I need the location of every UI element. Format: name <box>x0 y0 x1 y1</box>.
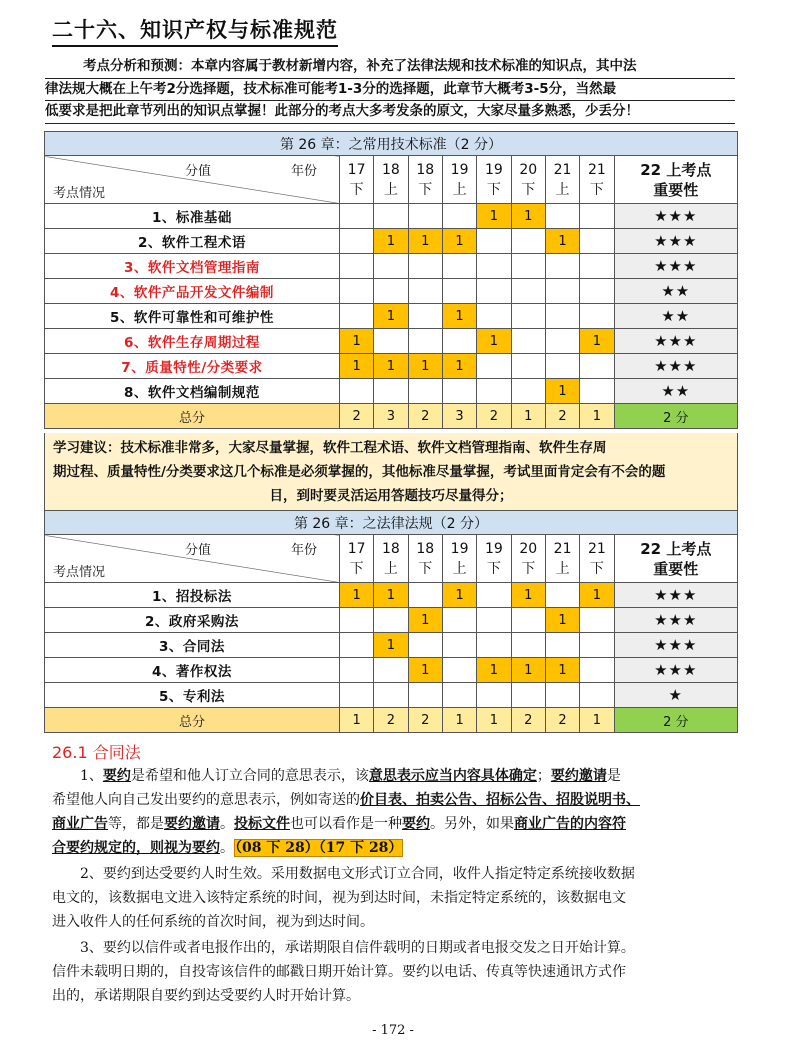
score-cell <box>477 254 511 279</box>
year-number: 21 <box>553 540 572 557</box>
paragraph-line <box>52 764 734 788</box>
score-cell <box>339 229 373 254</box>
advice-line: 目，到时要灵活运用答题技巧尽量得分； <box>269 488 513 504</box>
paragraph-line <box>52 836 734 860</box>
text-run: 也可以看作是一种 <box>290 816 402 832</box>
intro-line: 考点分析和预测：本章内容属于教材新增内容，补充了法律法规和技术标准的知识点，其中法 <box>45 56 735 79</box>
score-cell: 1 <box>339 583 373 608</box>
score-cell: 1 <box>408 354 442 379</box>
score-cell <box>442 683 476 708</box>
paragraph-line: 2、要约到达受要约人时生效。采用数据电文形式订立合同，收件人指定特定系统接收数据 <box>52 866 635 882</box>
importance-stars: ★★★ <box>614 583 737 608</box>
standards-table <box>44 131 738 429</box>
score-cell <box>374 608 408 633</box>
text-run: 希望他人向自己发出要约的意思表示，例如寄送的 <box>52 792 360 808</box>
text-run: 要约邀请 <box>164 816 220 832</box>
score-cell: 1 <box>477 204 511 229</box>
score-cell: 1 <box>477 329 511 354</box>
score-cell: 1 <box>374 229 408 254</box>
score-cell <box>545 683 579 708</box>
total-cell: 1 <box>442 708 476 733</box>
score-cell <box>511 304 545 329</box>
score-cell <box>408 683 442 708</box>
score-cell <box>339 683 373 708</box>
table-row <box>45 329 738 354</box>
text-run: 意思表示应当内容具体确定 <box>368 768 537 784</box>
score-cell <box>545 204 579 229</box>
paragraph-line: 信件未载明日期的，自投寄该信件的邮戳日期开始计算。要约以电话、传真等快速通讯方式作 <box>52 964 626 980</box>
year-half: 上 <box>452 560 467 577</box>
score-cell <box>511 229 545 254</box>
year-number: 19 <box>450 540 469 557</box>
score-cell: 1 <box>442 229 476 254</box>
year-half: 下 <box>589 181 604 198</box>
importance-header <box>614 535 737 583</box>
score-cell <box>374 379 408 404</box>
score-cell: 1 <box>374 633 408 658</box>
score-cell: 1 <box>477 658 511 683</box>
score-cell <box>477 633 511 658</box>
score-cell: 1 <box>545 658 579 683</box>
paragraph-2 <box>52 862 734 934</box>
score-cell <box>339 633 373 658</box>
score-cell <box>511 683 545 708</box>
score-cell: 1 <box>511 204 545 229</box>
text-run: 合要约规定的，则视为要约 <box>52 840 220 856</box>
total-cell: 2 <box>511 708 545 733</box>
score-cell <box>442 658 476 683</box>
topic-cell: 1、标准基础 <box>45 204 340 229</box>
total-cell: 2 <box>545 404 579 429</box>
table-row <box>45 658 738 683</box>
year-number: 21 <box>587 540 606 557</box>
score-cell <box>339 608 373 633</box>
score-cell <box>408 329 442 354</box>
score-cell <box>511 329 545 354</box>
table-row <box>45 204 738 229</box>
score-cell: 1 <box>442 583 476 608</box>
intro-paragraph <box>45 56 735 124</box>
score-cell <box>442 379 476 404</box>
topic-label: 考点情况 <box>53 565 106 580</box>
year-half: 上 <box>452 181 467 198</box>
importance-header-line: 重要性 <box>653 559 699 578</box>
score-cell: 1 <box>374 304 408 329</box>
score-cell <box>580 204 614 229</box>
score-cell: 1 <box>545 379 579 404</box>
year-half: 下 <box>521 181 536 198</box>
year-number: 19 <box>485 540 503 557</box>
score-cell <box>511 254 545 279</box>
header-row <box>45 535 738 583</box>
score-cell <box>580 354 614 379</box>
year-header <box>339 535 373 583</box>
year-header <box>545 156 579 204</box>
total-cell: 2 <box>339 404 373 429</box>
importance-header-line: 22 上考点 <box>640 160 712 179</box>
score-cell: 1 <box>511 658 545 683</box>
chapter-header: 第 26 章：之常用技术标准（2 分） <box>45 132 738 156</box>
importance-stars: ★★★ <box>614 329 737 354</box>
table-row <box>45 583 738 608</box>
year-header <box>580 535 614 583</box>
score-cell <box>339 279 373 304</box>
score-cell: 1 <box>408 608 442 633</box>
text-run: 商业广告 <box>52 816 108 832</box>
score-cell <box>545 279 579 304</box>
score-cell: 1 <box>580 583 614 608</box>
score-cell <box>511 633 545 658</box>
value-label: 分值 <box>185 164 212 179</box>
importance-stars: ★★ <box>614 379 737 404</box>
total-cell: 1 <box>339 708 373 733</box>
total-score: 2 分 <box>614 708 737 733</box>
text-run: 要约 <box>102 768 131 784</box>
total-cell: 2 <box>374 708 408 733</box>
score-cell <box>477 583 511 608</box>
score-cell <box>374 204 408 229</box>
score-cell <box>477 379 511 404</box>
year-header <box>408 156 442 204</box>
score-cell: 1 <box>408 229 442 254</box>
total-cell: 2 <box>408 708 442 733</box>
year-header <box>339 156 373 204</box>
table-row <box>45 229 738 254</box>
section-title: 26.1 合同法 <box>52 743 141 762</box>
score-cell <box>580 683 614 708</box>
year-number: 20 <box>519 161 538 178</box>
score-cell <box>580 304 614 329</box>
topic-cell: 1、招投标法 <box>45 583 340 608</box>
year-label: 年份 <box>291 543 318 558</box>
year-header <box>511 156 545 204</box>
intro-line: 低要求是把此章节列出的知识点掌握！此部分的考点大多考发条的原文，大家尽量多熟悉，少丢分！ <box>45 101 735 124</box>
score-cell <box>580 229 614 254</box>
score-cell: 1 <box>408 658 442 683</box>
score-cell <box>339 254 373 279</box>
score-cell <box>442 279 476 304</box>
score-cell <box>339 204 373 229</box>
score-cell <box>545 329 579 354</box>
table-row <box>45 633 738 658</box>
law-table <box>44 510 738 733</box>
year-label: 年份 <box>291 164 318 179</box>
year-half: 上 <box>555 560 570 577</box>
importance-stars: ★★★ <box>614 354 737 379</box>
score-cell <box>580 279 614 304</box>
text-run: 商业广告的内容符 <box>514 816 626 832</box>
text-run: 。另外，如果 <box>430 816 514 832</box>
advice-line: 期过程、质量特性/分类要求这几个标准是必须掌握的，其他标准尽量掌握，考试里面肯定会有不会的题 <box>53 464 666 480</box>
score-cell <box>477 229 511 254</box>
text-run: 等，都是 <box>108 816 164 832</box>
importance-stars: ★ <box>614 683 737 708</box>
paragraph-3 <box>52 936 734 1008</box>
year-half: 下 <box>521 560 536 577</box>
year-number: 17 <box>347 540 366 557</box>
value-label: 分值 <box>185 543 212 558</box>
topic-cell: 5、专利法 <box>45 683 340 708</box>
year-half: 下 <box>486 560 501 577</box>
text-run: 是 <box>606 768 621 784</box>
year-half: 上 <box>555 181 570 198</box>
text-run: （08 下 28）（17 下 28） <box>235 840 403 856</box>
year-number: 17 <box>347 161 366 178</box>
year-half: 下 <box>589 560 604 577</box>
score-cell <box>374 279 408 304</box>
score-cell <box>511 279 545 304</box>
year-header <box>511 535 545 583</box>
score-cell <box>408 204 442 229</box>
score-cell: 1 <box>511 583 545 608</box>
importance-stars: ★★★ <box>614 658 737 683</box>
text-run: 。 <box>220 840 234 856</box>
total-cell: 1 <box>580 404 614 429</box>
year-header <box>477 156 511 204</box>
importance-stars: ★★★ <box>614 633 737 658</box>
total-cell: 3 <box>442 404 476 429</box>
score-cell <box>477 608 511 633</box>
topic-cell: 7、质量特性/分类要求 <box>45 354 340 379</box>
year-number: 19 <box>484 161 503 178</box>
importance-stars: ★★★ <box>614 204 737 229</box>
year-number: 20 <box>519 540 538 557</box>
year-number: 18 <box>416 161 435 178</box>
importance-header-line: 重要性 <box>653 180 699 199</box>
total-cell: 3 <box>374 404 408 429</box>
page-title: 二十六、知识产权与标准规范 <box>52 14 338 47</box>
topic-cell: 4、软件产品开发文件编制 <box>45 279 340 304</box>
year-half: 下 <box>418 560 433 577</box>
text-run: ； <box>536 768 551 784</box>
year-header <box>374 535 408 583</box>
total-row <box>45 708 738 733</box>
year-header <box>477 535 511 583</box>
year-header <box>545 535 579 583</box>
total-cell: 2 <box>408 404 442 429</box>
topic-cell: 6、软件生存周期过程 <box>45 329 340 354</box>
header-corner-cell <box>45 156 340 204</box>
year-header <box>442 156 476 204</box>
paragraph-line: 出的，承诺期限自要约到达受要约人时开始计算。 <box>52 988 360 1004</box>
score-cell: 1 <box>545 608 579 633</box>
intro-line: 律法规大概在上午考2分选择题，技术标准可能考1-3分的选择题，此章节大概考3-5分，当然最 <box>45 79 735 102</box>
topic-cell: 4、著作权法 <box>45 658 340 683</box>
year-half: 下 <box>486 181 501 198</box>
topic-cell: 5、软件可靠性和可维护性 <box>45 304 340 329</box>
score-cell: 1 <box>545 229 579 254</box>
total-cell: 2 <box>477 404 511 429</box>
text-run: 价目表、拍卖公告、招标公告、招股说明书、 <box>360 792 640 808</box>
year-half: 下 <box>418 181 433 198</box>
chapter-header: 第 26 章：之法律法规（2 分） <box>45 511 738 535</box>
score-cell <box>545 633 579 658</box>
score-cell <box>339 658 373 683</box>
table-row <box>45 683 738 708</box>
year-number: 21 <box>587 161 606 178</box>
year-half: 上 <box>383 560 398 577</box>
study-advice <box>44 433 738 511</box>
importance-header-line: 22 上考点 <box>640 539 712 558</box>
total-score: 2 分 <box>614 404 737 429</box>
importance-stars: ★★★ <box>614 254 737 279</box>
year-number: 18 <box>382 540 400 557</box>
importance-header <box>614 156 737 204</box>
year-header <box>408 535 442 583</box>
importance-stars: ★★ <box>614 279 737 304</box>
year-header <box>442 535 476 583</box>
score-cell <box>442 633 476 658</box>
year-half: 上 <box>383 181 398 198</box>
score-cell: 1 <box>442 354 476 379</box>
text-run: 。 <box>220 816 234 832</box>
text-run: 1、 <box>52 768 103 784</box>
score-cell <box>545 254 579 279</box>
score-cell <box>442 608 476 633</box>
table-row <box>45 254 738 279</box>
paragraph-line: 3、要约以信件或者电报作出的，承诺期限自信件载明的日期或者电报交发之日开始计算。 <box>52 940 635 956</box>
score-cell <box>580 379 614 404</box>
score-cell <box>580 608 614 633</box>
score-cell: 1 <box>442 304 476 329</box>
paragraph-1 <box>52 764 734 860</box>
score-cell <box>580 658 614 683</box>
score-cell <box>477 354 511 379</box>
text-run: 投标文件 <box>234 816 290 832</box>
score-cell <box>511 608 545 633</box>
score-cell <box>374 683 408 708</box>
score-cell <box>339 304 373 329</box>
score-cell <box>511 379 545 404</box>
score-cell <box>477 683 511 708</box>
score-cell <box>408 583 442 608</box>
score-cell <box>408 279 442 304</box>
text-run: 要约邀请 <box>550 768 607 784</box>
total-cell: 1 <box>511 404 545 429</box>
total-cell: 2 <box>545 708 579 733</box>
score-cell <box>545 354 579 379</box>
score-cell <box>374 329 408 354</box>
total-label: 总分 <box>45 404 340 429</box>
header-row <box>45 156 738 204</box>
paragraph-line: 进入收件人的任何系统的首次时间，视为到达时间。 <box>52 914 374 930</box>
topic-label: 考点情况 <box>53 186 106 201</box>
score-cell <box>408 304 442 329</box>
year-header <box>374 156 408 204</box>
table-row <box>45 379 738 404</box>
header-corner-cell <box>45 535 340 583</box>
text-run: 要约 <box>402 816 430 832</box>
importance-stars: ★★★ <box>614 229 737 254</box>
score-cell: 1 <box>339 354 373 379</box>
score-cell: 1 <box>374 354 408 379</box>
year-number: 18 <box>382 161 400 178</box>
score-cell <box>580 633 614 658</box>
score-cell <box>374 254 408 279</box>
table-row <box>45 354 738 379</box>
year-number: 18 <box>416 540 435 557</box>
total-label: 总分 <box>45 708 340 733</box>
topic-cell: 3、软件文档管理指南 <box>45 254 340 279</box>
year-half: 下 <box>349 181 364 198</box>
score-cell <box>545 304 579 329</box>
paragraph-line <box>52 812 734 836</box>
table-row <box>45 304 738 329</box>
score-cell <box>374 658 408 683</box>
year-header <box>580 156 614 204</box>
year-half: 下 <box>349 560 364 577</box>
score-cell <box>408 254 442 279</box>
topic-cell: 8、软件文档编制规范 <box>45 379 340 404</box>
year-number: 21 <box>553 161 572 178</box>
score-cell <box>408 379 442 404</box>
year-number: 19 <box>450 161 469 178</box>
score-cell <box>511 354 545 379</box>
importance-stars: ★★ <box>614 304 737 329</box>
total-cell: 1 <box>580 708 614 733</box>
paragraph-line: 电文的，该数据电文进入该特定系统的时间，视为到达时间，未指定特定系统的，该数据电文 <box>52 890 626 906</box>
page-number: - 172 - <box>372 1023 414 1038</box>
advice-line: 学习建议：技术标准非常多，大家尽量掌握，软件工程术语、软件文档管理指南、软件生存周 <box>53 440 607 456</box>
score-cell <box>580 254 614 279</box>
topic-cell: 2、软件工程术语 <box>45 229 340 254</box>
score-cell <box>339 379 373 404</box>
paragraph-line <box>52 788 734 812</box>
score-cell <box>545 583 579 608</box>
score-cell <box>442 204 476 229</box>
score-cell <box>442 329 476 354</box>
total-row <box>45 404 738 429</box>
score-cell <box>408 633 442 658</box>
total-cell: 1 <box>477 708 511 733</box>
table-row <box>45 279 738 304</box>
score-cell <box>477 304 511 329</box>
table-row <box>45 608 738 633</box>
score-cell: 1 <box>374 583 408 608</box>
score-cell <box>477 279 511 304</box>
score-cell: 1 <box>580 329 614 354</box>
topic-cell: 3、合同法 <box>45 633 340 658</box>
topic-cell: 2、政府采购法 <box>45 608 340 633</box>
score-cell <box>442 254 476 279</box>
importance-stars: ★★★ <box>614 608 737 633</box>
score-cell: 1 <box>339 329 373 354</box>
text-run: 是希望和他人订立合同的意思表示，该 <box>130 768 369 784</box>
